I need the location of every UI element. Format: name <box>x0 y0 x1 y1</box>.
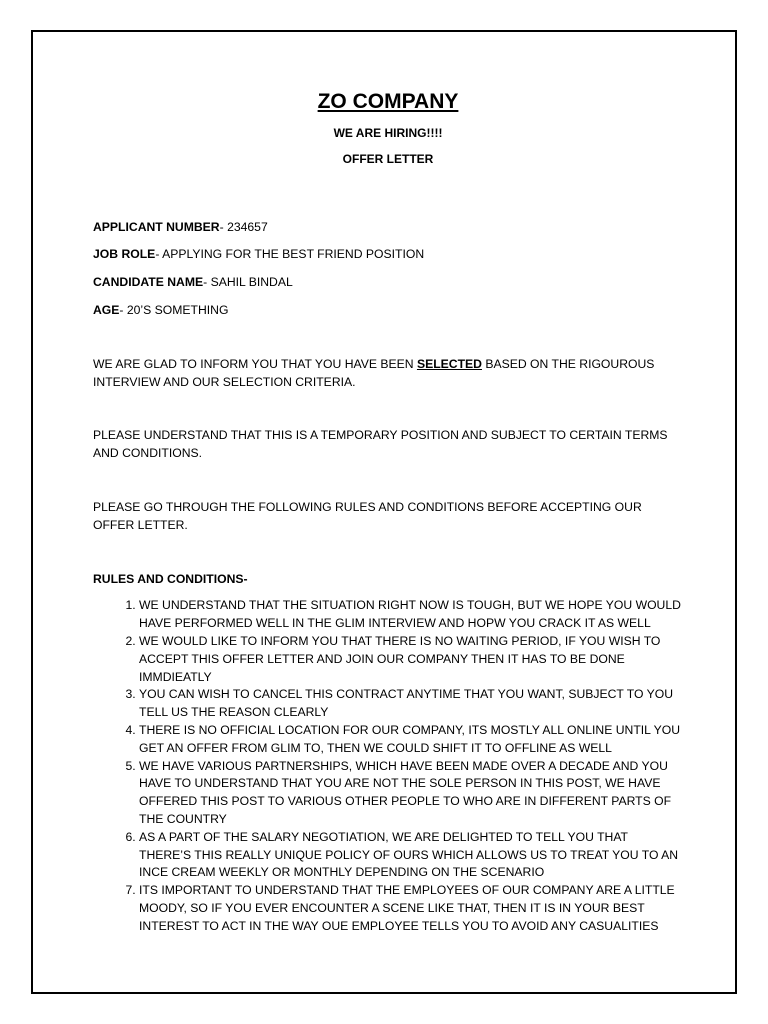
rules-list <box>93 597 683 935</box>
candidate-name-field <box>93 274 683 292</box>
field-value: - 20’S SOMETHING <box>119 302 229 317</box>
company-title: ZO COMPANY <box>317 90 459 113</box>
rule-item: 5. WE HAVE VARIOUS PARTNERSHIPS, WHICH HAVE BEEN MADE OVER A DECADE AND YOU HAVE TO UNDERSTAND THAT YOU ARE NOT THE SOLE PERSON IN THIS POST, WE HAVE OFFERED THIS POST TO VARIOUS OTHER PEOPLE TO WHO ARE IN DIFFERENT PARTS OF THE COUNTRY <box>139 758 683 829</box>
selected-pre-text: WE ARE GLAD TO INFORM YOU THAT YOU HAVE BEEN <box>93 356 417 371</box>
field-label: JOB ROLE <box>93 247 156 262</box>
hiring-subtitle: WE ARE HIRING!!!! <box>333 126 443 140</box>
selected-paragraph <box>93 356 683 392</box>
selected-post-text: BASED ON THE RIGOUROUS INTERVIEW AND OUR SELECTION CRITERIA. <box>93 356 655 389</box>
field-value: - 234657 <box>219 219 268 234</box>
rules-title-text: RULES AND CONDITIONS <box>93 571 244 586</box>
offer-letter-heading: OFFER LETTER <box>342 151 434 166</box>
field-label: CANDIDATE NAME <box>93 275 204 290</box>
rule-item: 3. YOU CAN WISH TO CANCEL THIS CONTRACT ANYTIME THAT YOU WANT, SUBJECT TO YOU TELL US THE REASON CLEARLY <box>139 686 683 722</box>
field-value: - APPLYING FOR THE BEST FRIEND POSITION <box>155 247 425 262</box>
field-label: APPLICANT NUMBER <box>93 219 220 234</box>
go-through-paragraph: PLEASE GO THROUGH THE FOLLOWING RULES AND CONDITIONS BEFORE ACCEPTING OUR OFFER LETTER. <box>93 499 642 532</box>
document-body <box>93 88 683 936</box>
field-value: - SAHIL BINDAL <box>203 275 293 290</box>
rules-title-suffix: - <box>243 571 248 586</box>
temporary-paragraph: PLEASE UNDERSTAND THAT THIS IS A TEMPORARY POSITION AND SUBJECT TO CERTAIN TERMS AND CONDITIONS. <box>93 428 668 461</box>
rule-item: 6. AS A PART OF THE SALARY NEGOTIATION, WE ARE DELIGHTED TO TELL YOU THAT THERE’S THIS REALLY UNIQUE POLICY OF OURS WHICH ALLOWS US TO TREAT YOU TO AN INCE CREAM WEEKLY OR MONTHLY DEPENDING ON THE SCENARIO <box>139 829 683 882</box>
applicant-number-field <box>93 219 683 237</box>
selected-word: SELECTED <box>416 356 482 371</box>
rules-title <box>93 571 683 589</box>
rule-item: 7. ITS IMPORTANT TO UNDERSTAND THAT THE EMPLOYEES OF OUR COMPANY ARE A LITTLE MOODY, SO IF YOU EVER ENCOUNTER A SCENE LIKE THAT, THEN IT IS IN YOUR BEST INTEREST TO ACT IN THE WAY OUE EMPLOYEE TELLS YOU TO AVOID ANY CASUALITIES <box>139 882 683 935</box>
rule-item: 4. THERE IS NO OFFICIAL LOCATION FOR OUR COMPANY, ITS MOSTLY ALL ONLINE UNTIL YOU GET AN OFFER FROM GLIM TO, THEN WE COULD SHIFT IT TO OFFLINE AS WELL <box>139 722 683 758</box>
rule-item: 1. WE UNDERSTAND THAT THE SITUATION RIGHT NOW IS TOUGH, BUT WE HOPE YOU WOULD HAVE PERFORMED WELL IN THE GLIM INTERVIEW AND HOPW YOU CRACK IT AS WELL <box>139 597 683 633</box>
rule-item: 2. WE WOULD LIKE TO INFORM YOU THAT THERE IS NO WAITING PERIOD, IF YOU WISH TO ACCEPT THIS OFFER LETTER AND JOIN OUR COMPANY THEN IT HAS TO BE DONE IMMDIEATLY <box>139 633 683 686</box>
field-label: AGE <box>93 302 120 317</box>
age-field <box>93 302 683 320</box>
job-role-field <box>93 246 683 264</box>
